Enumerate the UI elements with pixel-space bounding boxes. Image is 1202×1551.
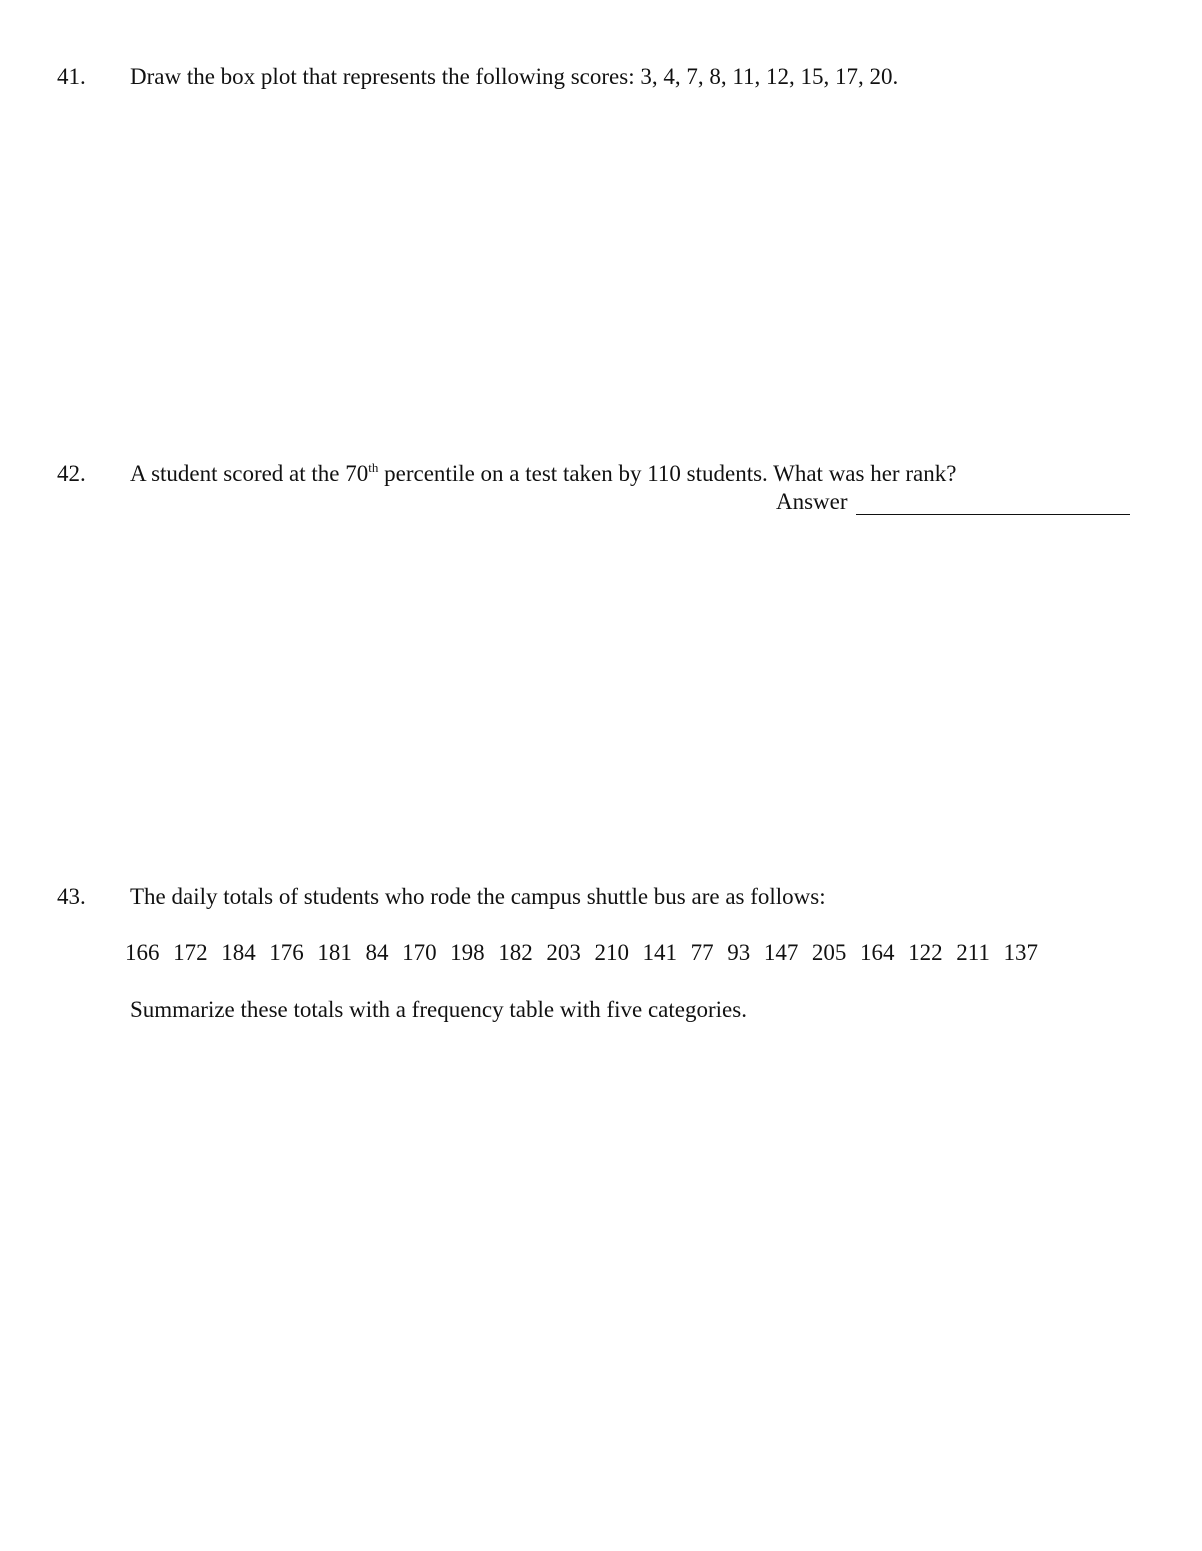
data-value: 198	[450, 940, 485, 965]
ordinal-suffix: th	[368, 460, 379, 475]
question-text-part: A student scored at the 70	[130, 461, 369, 486]
question-number: 42.	[57, 461, 86, 486]
data-value: 141	[642, 940, 678, 965]
data-value: 122	[908, 940, 943, 965]
data-value: 170	[402, 940, 437, 965]
data-value: 181	[317, 940, 352, 965]
question-number: 43.	[57, 884, 86, 909]
question-text: The daily totals of students who rode the campus shuttle bus are as follows:	[130, 884, 826, 909]
question-text: Draw the box plot that represents the following scores: 3, 4, 7, 8, 11, 12, 15, 17, 20.	[130, 64, 899, 89]
data-value: 164	[860, 940, 895, 965]
data-value: 166	[125, 940, 160, 965]
data-value: 205	[811, 940, 847, 965]
data-value: 137	[1003, 940, 1038, 965]
answer-label: Answer	[776, 489, 848, 514]
question-text	[130, 461, 956, 487]
data-value: 176	[269, 940, 304, 965]
data-value: 182	[498, 940, 533, 965]
question-instruction: Summarize these totals with a frequency table with five categories.	[130, 997, 747, 1022]
data-value: 84	[365, 940, 389, 965]
answer-blank[interactable]	[856, 492, 1130, 515]
question-text-part: percentile on a test taken by 110 students. What was her rank?	[378, 461, 957, 486]
data-value: 211	[956, 940, 990, 965]
data-value: 184	[221, 940, 256, 965]
question-number: 41.	[57, 64, 86, 89]
answer-field	[776, 489, 1130, 515]
data-value: 93	[727, 940, 751, 965]
data-value: 172	[173, 940, 208, 965]
data-value: 77	[690, 940, 714, 965]
data-value: 210	[594, 940, 629, 965]
data-value: 147	[763, 940, 799, 965]
data-value: 203	[546, 940, 581, 965]
data-values-list	[125, 940, 1052, 966]
